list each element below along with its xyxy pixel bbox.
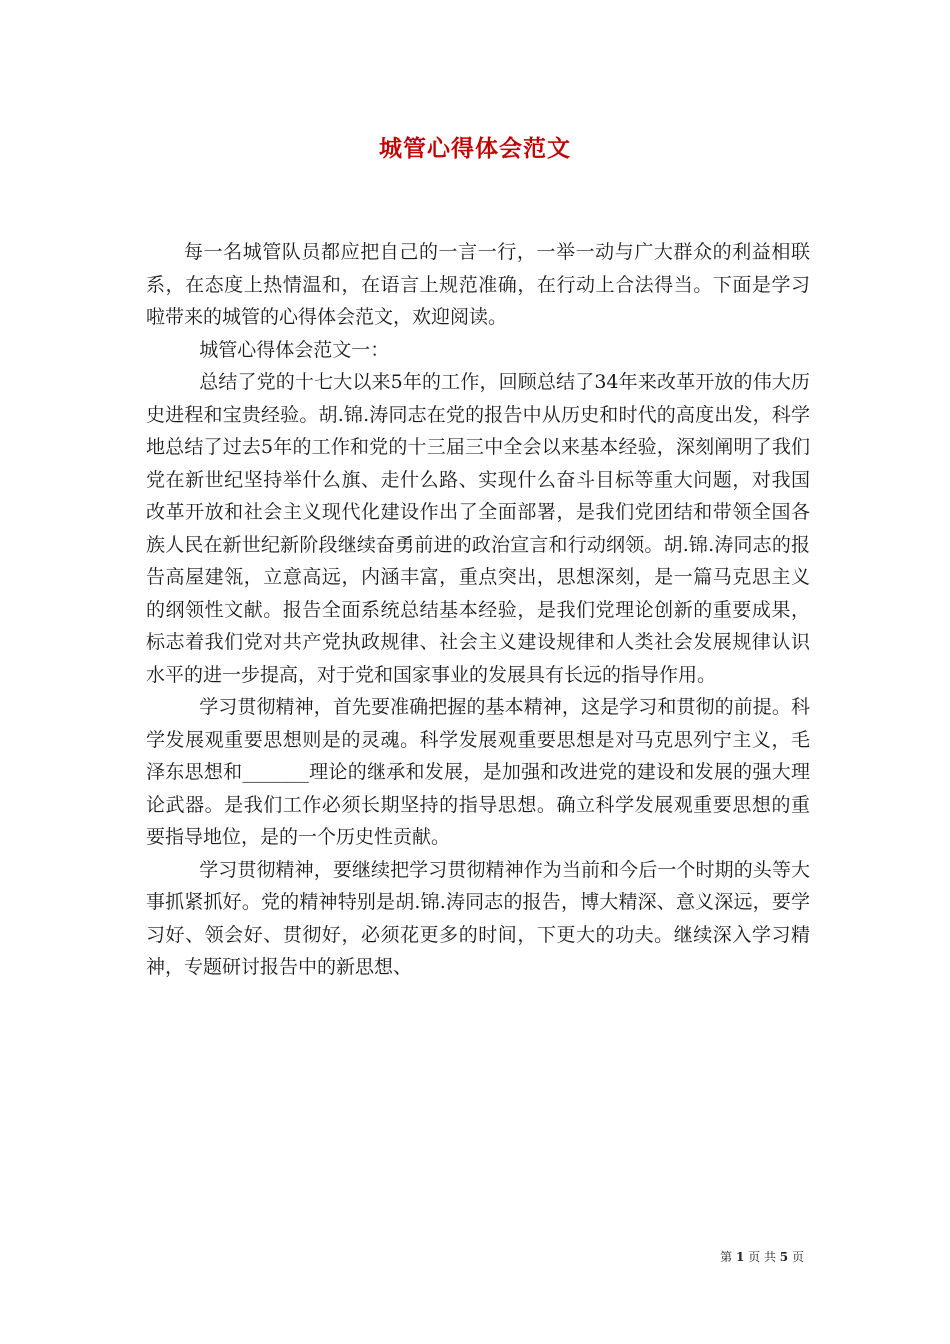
body-paragraph: 学习贯彻精神，首先要准确把握的基本精神，这是学习和贯彻的前提。科学发展观重要思想则是的灵魂。科学发展观重要思想是对马克思列宁主义，毛泽东思想和_______理论的继承和发展，是加强和改进党的建设和发展的强大理论武器。是我们工作必须长期坚持的指导思想。确立科学发展观重要思想的重要指导地位，是的一个历史性贡献。: [146, 696, 810, 848]
current-page-number: 1: [735, 1250, 745, 1264]
footer-middle: 页 共: [748, 1250, 776, 1264]
section-heading: 城管心得体会范文一：: [199, 338, 390, 361]
total-page-number: 5: [779, 1250, 789, 1264]
page-number-footer: [720, 1248, 804, 1265]
footer-suffix: 页: [791, 1250, 804, 1264]
document-body: [146, 236, 810, 984]
body-paragraph: 学习贯彻精神，要继续把学习贯彻精神作为当前和今后一个时期的头等大事抓紧抓好。党的精神特别是胡.锦.涛同志的报告，博大精深、意义深远，要学习好、领会好、贯彻好，必须花更多的时间，下更大的功夫。继续深入学习精神，专题研讨报告中的新思想、: [146, 858, 810, 978]
footer-prefix: 第: [720, 1250, 733, 1264]
document-title: 城管心得体会范文: [379, 135, 571, 162]
intro-paragraph: 每一名城管队员都应把自己的一言一行，一举一动与广大群众的利益相联系，在态度上热情温和，在语言上规范准确，在行动上合法得当。下面是学习啦带来的城管的心得体会范文，欢迎阅读。: [146, 241, 810, 328]
body-paragraph: 总结了党的十七大以来5年的工作，回顾总结了34年来改革开放的伟大历史进程和宝贵经验。胡.锦.涛同志在党的报告中从历史和时代的高度出发，科学地总结了过去5年的工作和党的十三届三中全会以来基本经验，深刻阐明了我们党在新世纪坚持举什么旗、走什么路、实现什么奋斗目标等重大问题，对我国改革开放和社会主义现代化建设作出了全面部署，是我们党团结和带领全国各族人民在新世纪新阶段继续奋勇前进的政治宣言和行动纲领。胡.锦.涛同志的报告高屋建瓴，立意高远，内涵丰富，重点突出，思想深刻，是一篇马克思主义的纲领性文献。报告全面系统总结基本经验，是我们党理论创新的重要成果，标志着我们党对共产党执政规律、社会主义建设规律和人类社会发展规律认识水平的进一步提高，对于党和国家事业的发展具有长远的指导作用。: [146, 371, 810, 686]
